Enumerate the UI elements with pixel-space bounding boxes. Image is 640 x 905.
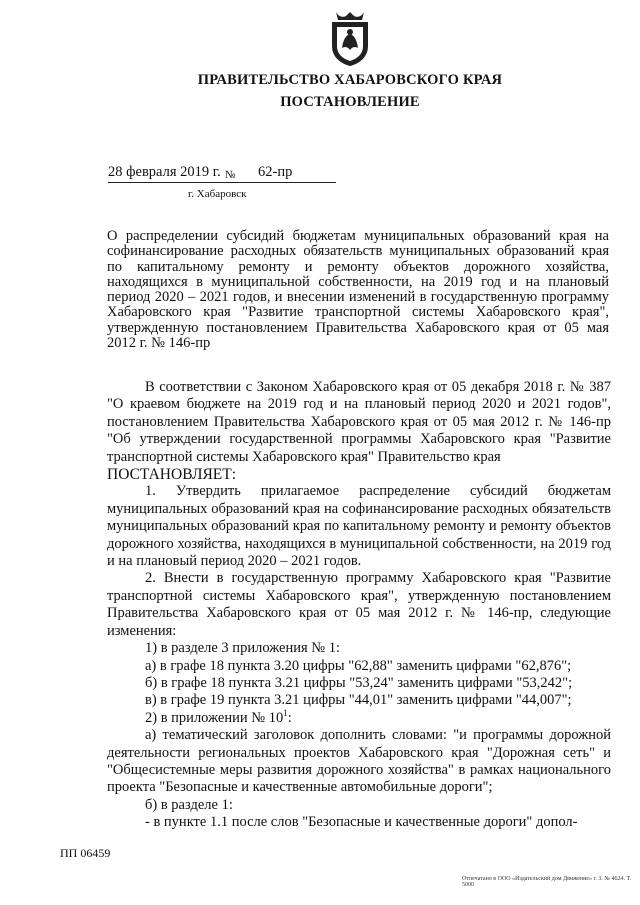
paragraph-1: 1. Утвердить прилагаемое распределение субсидий бюджетам муниципальных образований края на софинансирование расходных обязательств муниципальных образований края по капитальному ремонту и ремонту объектов дорожного хозяйства, находящихся в муниципальной собственности, на 2019 год и на плановый период 2020 – 2021 годов. bbox=[107, 483, 611, 570]
item-2-2-b-point: - в пункте 1.1 после слов "Безопасные и качественные дороги" допол- bbox=[145, 814, 578, 831]
document-title: О распределении субсидий бюджетам муниципальных образований края на софинансирование расходных обязательств муниципальных образований края по капитальному ремонту и ремонту объектов дорожного хозяйства, находящихся в муниципальной собственности, на 2019 год и на плановый период 2020 – 2021 годов, и внесении изменений в государственную программу Хабаровского края "Развитие транспортной системы Хабаровского края", утвержденную постановлением Правительства Хабаровского края от 05 мая 2012 г. № 146-пр bbox=[107, 228, 609, 352]
document-type: ПОСТАНОВЛЕНИЕ bbox=[280, 94, 420, 110]
item-2-2-colon: : bbox=[287, 709, 292, 726]
coat-of-arms-emblem bbox=[328, 10, 372, 68]
document-number: 62-пр bbox=[258, 164, 293, 180]
print-note: Отпечатано в ООО «Издательский дом Движение» г. 3. № 4624. Т. 5000 bbox=[462, 876, 632, 888]
paragraph-2: 2. Внести в государственную программу Хабаровского края "Развитие транспортной системы Хабаровского края", утвержденную постановлением Правительства Хабаровского края от 05 мая 2012 г. № 146-пр, следующие изменения: bbox=[107, 570, 611, 639]
item-2-1-b: б) в графе 18 пункта 3.21 цифры "53,24" заменить цифрами "53,242"; bbox=[145, 674, 573, 691]
document-date: 28 февраля 2019 г. bbox=[108, 164, 221, 180]
item-2-2 bbox=[107, 707, 611, 727]
item-2-1-a: а) в графе 18 пункта 3.20 цифры "62,88" заменить цифрами "62,876"; bbox=[145, 657, 572, 674]
item-2-2-b: б) в разделе 1: bbox=[145, 796, 233, 813]
government-title: ПРАВИТЕЛЬСТВО ХАБАРОВСКОГО КРАЯ bbox=[197, 72, 503, 88]
item-2-1-c: в) в графе 19 пункта 3.21 цифры "44,01" заменить цифрами "44,007"; bbox=[145, 692, 572, 709]
preamble-paragraph: В соответствии с Законом Хабаровского края от 05 декабря 2018 г. № 387 "О краевом бюджете на 2019 год и на плановый период 2020 и 2021 годов", постановлением Правительства Хабаровского края от 05 мая 2012 г. № 146-пр "Об утверждении государственной программы Хабаровского края "Развитие транспортной системы Хабаровского края" Правительство края bbox=[107, 379, 611, 465]
item-2-1: 1) в разделе 3 приложения № 1: bbox=[145, 640, 341, 657]
date-underline bbox=[108, 182, 336, 183]
resolves-heading: ПОСТАНОВЛЯЕТ: bbox=[107, 466, 237, 484]
number-sign: № bbox=[225, 169, 236, 181]
item-2-2-text: 2) в приложении № 10 bbox=[145, 709, 284, 726]
city-label: г. Хабаровск bbox=[188, 188, 247, 200]
item-2-2-a: а) тематический заголовок дополнить словами: "и программы дорожной деятельности региональных проектов Хабаровского края "Дорожная сеть" и "Общесистемные меры развития дорожного хозяйства" в рамках национального проекта "Безопасные и качественные автомобильные дороги"; bbox=[107, 727, 611, 796]
document-body bbox=[107, 379, 611, 832]
item-2-2-superscript: 1 bbox=[283, 707, 288, 718]
date-number-block bbox=[108, 164, 338, 200]
document-id: ПП 06459 bbox=[60, 846, 111, 860]
